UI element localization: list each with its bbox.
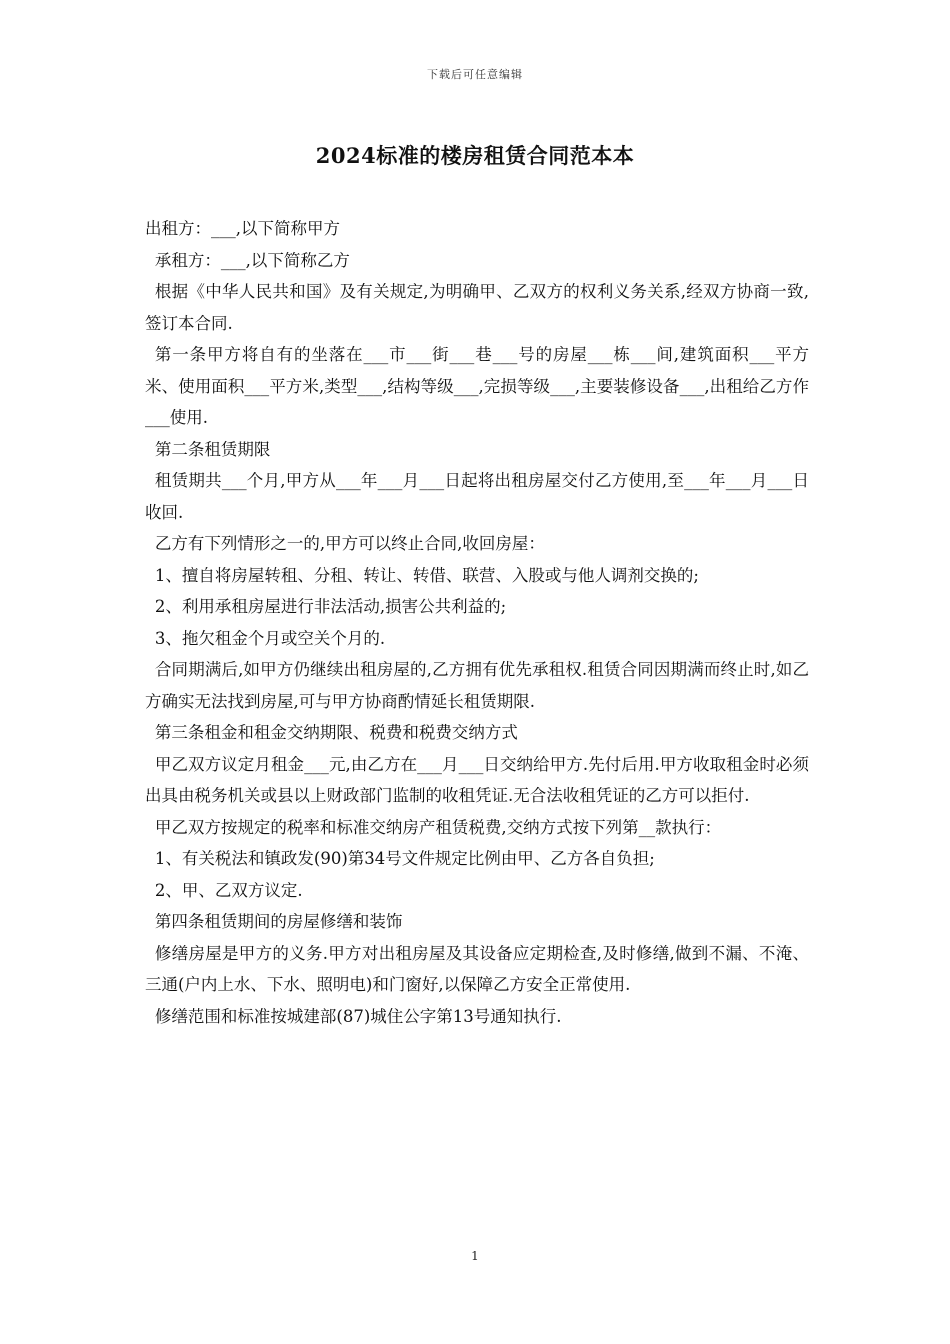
paragraph-repair-scope: 修缮范围和标准按城建部(87)城住公字第13号通知执行. [154,1006,562,1026]
paragraph-lessor: 出租方：___,以下简称甲方 [145,219,340,238]
list-item-tax-2: 2、甲、乙双方议定. [154,880,303,900]
list-item-termination-2: 2、利用承租房屋进行非法活动,损害公共利益的; [154,597,507,616]
paragraph-article-1: 第一条甲方将自有的坐落在___市___街___巷___号的房屋___栋___间,建筑面积___平方米、使用面积___平方米,类型___,结构等级___,完损等级___,主要装修设备___,出租给乙方作___使用. [145,345,809,427]
paragraph-lessee: 承租方：___,以下简称乙方 [154,250,350,270]
header-note: 下载后可任意编辑 [427,68,523,81]
document-title: 2024标准的楼房租赁合同范本本 [315,143,635,168]
paragraph-lease-term: 租赁期共___个月,甲方从___年___月___日起将出租房屋交付乙方使用,至___年___月___日收回. [145,471,809,522]
paragraph-repairs: 修缮房屋是甲方的义务.甲方对出租房屋及其设备应定期检查,及时修缮,做到不漏、不淹、三通(户内上水、下水、照明电)和门窗好,以保障乙方安全正常使用. [145,943,809,994]
paragraph-renewal: 合同期满后,如甲方仍继续出租房屋的,乙方拥有优先承租权.租赁合同因期满而终止时,如乙方确实无法找到房屋,可与甲方协商酌情延长租赁期限. [145,660,809,711]
paragraph-termination-intro: 乙方有下列情形之一的,甲方可以终止合同,收回房屋： [154,534,545,553]
page-number: 1 [471,1249,479,1263]
heading-article-4: 第四条租赁期间的房屋修缮和装饰 [154,912,403,931]
list-item-tax-1: 1、有关税法和镇政发(90)第34号文件规定比例由甲、乙方各自负担; [154,849,655,868]
paragraph-rent: 甲乙双方议定月租金___元,由乙方在___月___日交纳给甲方.先付后用.甲方收取租金时必须出具由税务机关或县以上财政部门监制的收租凭证.无合法收租凭证的乙方可以拒付. [145,754,809,805]
paragraph-taxes: 甲乙双方按规定的税率和标准交纳房产租赁税费,交纳方式按下列第__款执行： [154,817,722,837]
heading-article-3: 第三条租金和租金交纳期限、税费和税费交纳方式 [154,723,518,742]
list-item-termination-3: 3、拖欠租金个月或空关个月的. [154,628,386,648]
paragraph-preamble: 根据《中华人民共和国》及有关规定,为明确甲、乙双方的权利义务关系,经双方协商一致,签订本合同. [145,282,809,333]
heading-article-2: 第二条租赁期限 [154,439,271,459]
contract-body [145,213,809,1032]
list-item-termination-1: 1、擅自将房屋转租、分租、转让、转借、联营、入股或与他人调剂交换的; [154,565,699,585]
